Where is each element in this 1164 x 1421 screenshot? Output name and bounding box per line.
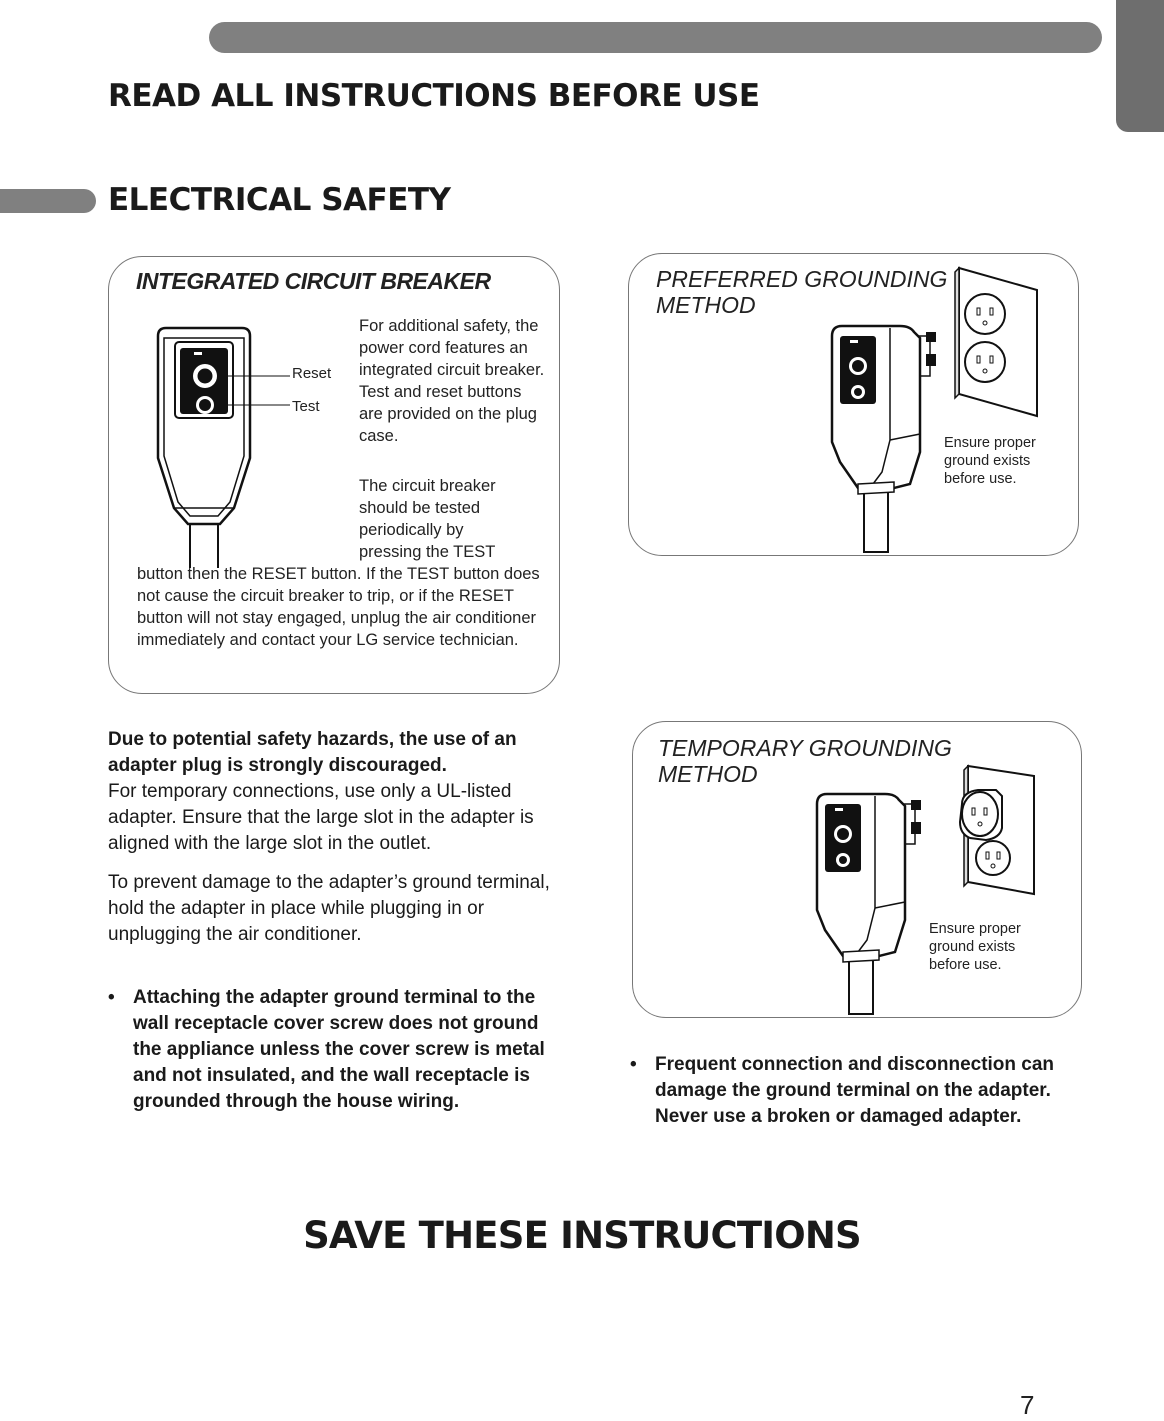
breaker-paragraph-2: The circuit breaker should be tested periodically by pressing the TEST	[359, 477, 496, 561]
breaker-paragraph-1: For additional safety, the power cord features an integrated circuit breaker. Test and reset buttons are provided on the plug case.	[359, 317, 545, 445]
bullet-dot: •	[108, 987, 115, 1008]
adapter-warning-text	[108, 727, 558, 948]
circuit-breaker-title: INTEGRATED CIRCUIT BREAKER	[136, 268, 491, 294]
adapter-lead-text: For temporary connections, use only a UL-listed adapter. Ensure that the large slot in the adapter is aligned with the large slot in the outlet.	[108, 781, 534, 854]
test-label: Test	[292, 398, 320, 415]
temporary-grounding-title: TEMPORARY GROUNDING METHOD	[658, 735, 952, 787]
circuit-breaker-plug-icon	[150, 328, 290, 568]
section-marker	[0, 189, 96, 213]
adapter-paragraph-2: To prevent damage to the adapter’s ground terminal, hold the adapter in place while plugging in or unplugging the air conditioner.	[108, 872, 550, 945]
temporary-ground-note: Ensure proper ground exists before use.	[929, 921, 1021, 973]
adapter-lead-bold: Due to potential safety hazards, the use of an adapter plug is strongly discouraged.	[108, 729, 517, 776]
side-section-tab	[1116, 0, 1164, 132]
section-title: ELECTRICAL SAFETY	[108, 182, 451, 218]
preferred-ground-note: Ensure proper ground exists before use.	[944, 435, 1036, 487]
bullet-dot: •	[630, 1054, 637, 1075]
breaker-paragraph-3: button then the RESET button. If the TEST button does not cause the circuit breaker to trip, or if the RESET button will not stay engaged, unplug the air conditioner immediately and contact your LG service technician.	[137, 565, 540, 649]
circuit-breaker-plug-icon	[830, 322, 940, 552]
adapter-plug-icon	[956, 766, 1036, 896]
reset-label: Reset	[292, 365, 332, 382]
top-header-bar	[209, 22, 1102, 53]
bullet-frequent-connection-text: Frequent connection and disconnection can damage the ground terminal on the adapter. Never use a broken or damaged adapter.	[655, 1054, 1055, 1127]
bullet-cover-screw-text: Attaching the adapter ground terminal to the wall receptacle cover screw does not ground the appliance unless the cover screw is metal and not insulated, and the wall receptacle is grounded through the house wiring.	[133, 987, 545, 1112]
save-instructions-title: SAVE THESE INSTRUCTIONS	[303, 1214, 861, 1257]
page-number: 7	[1020, 1390, 1035, 1420]
circuit-breaker-plug-icon	[815, 790, 925, 1020]
wall-outlet-icon	[955, 268, 1040, 418]
page-title: READ ALL INSTRUCTIONS BEFORE USE	[108, 78, 760, 114]
preferred-grounding-title: PREFERRED GROUNDING METHOD	[656, 266, 948, 318]
